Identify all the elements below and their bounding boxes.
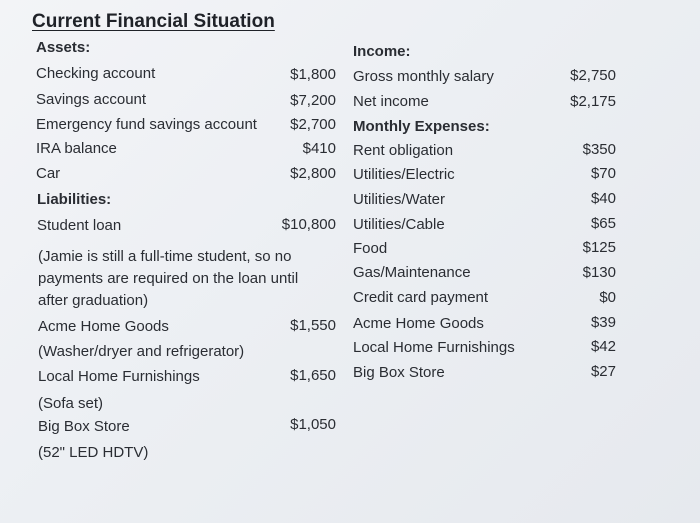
income-label: Gross monthly salary [353, 68, 494, 85]
debt-label: Local Home Furnishings [38, 368, 200, 385]
expense-value: $350 [582, 141, 616, 158]
expense-value: $39 [590, 314, 616, 331]
liabilities-heading: Liabilities: [37, 191, 112, 208]
asset-value: $410 [302, 140, 336, 157]
expense-label: Utilities/Water [353, 191, 445, 208]
asset-label: Car [36, 165, 61, 182]
expense-label: Utilities/Cable [353, 216, 445, 233]
debt-note: (Sofa set) [38, 395, 104, 412]
expense-label: Gas/Maintenance [353, 264, 471, 281]
debt-value: $1,050 [290, 416, 336, 433]
student-loan-note-line: (Jamie is still a full-time student, so no [38, 248, 292, 265]
expense-label: Utilities/Electric [353, 166, 455, 183]
expense-value: $130 [582, 264, 616, 281]
income-value: $2,175 [570, 93, 616, 110]
expense-value: $70 [590, 165, 616, 182]
expense-value: $42 [590, 338, 616, 355]
asset-label: Savings account [36, 91, 147, 108]
asset-value: $1,800 [290, 66, 336, 83]
expenses-heading: Monthly Expenses: [353, 118, 490, 135]
debt-note: (Washer/dryer and refrigerator) [38, 343, 245, 360]
expense-value: $40 [590, 190, 616, 207]
expense-value: $125 [582, 239, 616, 256]
page-title: Current Financial Situation [32, 11, 275, 32]
expense-value: $0 [599, 289, 616, 306]
liability-value: $10,800 [281, 216, 336, 233]
liability-label: Student loan [37, 217, 122, 234]
expense-label: Food [353, 240, 388, 257]
student-loan-note-line: payments are required on the loan until [38, 270, 299, 287]
debt-label: Acme Home Goods [38, 318, 169, 335]
expense-label: Credit card payment [353, 289, 489, 306]
debt-value: $1,650 [290, 367, 336, 384]
debt-label: Big Box Store [38, 418, 130, 435]
expense-label: Acme Home Goods [353, 315, 484, 332]
income-heading: Income: [353, 43, 411, 60]
expense-label: Big Box Store [353, 364, 445, 381]
expense-label: Local Home Furnishings [353, 339, 515, 356]
expense-value: $27 [590, 363, 616, 380]
income-value: $2,750 [570, 67, 616, 84]
income-label: Net income [353, 93, 429, 110]
asset-value: $2,800 [290, 165, 336, 182]
asset-label: Checking account [36, 65, 156, 82]
debt-note: (52" LED HDTV) [38, 444, 149, 461]
asset-label: Emergency fund savings account [36, 116, 257, 133]
asset-value: $2,700 [290, 116, 336, 133]
asset-value: $7,200 [290, 92, 336, 109]
debt-value: $1,550 [290, 317, 336, 334]
asset-label: IRA balance [36, 140, 117, 157]
student-loan-note-line: after graduation) [38, 292, 149, 309]
expense-label: Rent obligation [353, 142, 454, 159]
assets-heading: Assets: [36, 39, 91, 56]
expense-value: $65 [590, 215, 616, 232]
